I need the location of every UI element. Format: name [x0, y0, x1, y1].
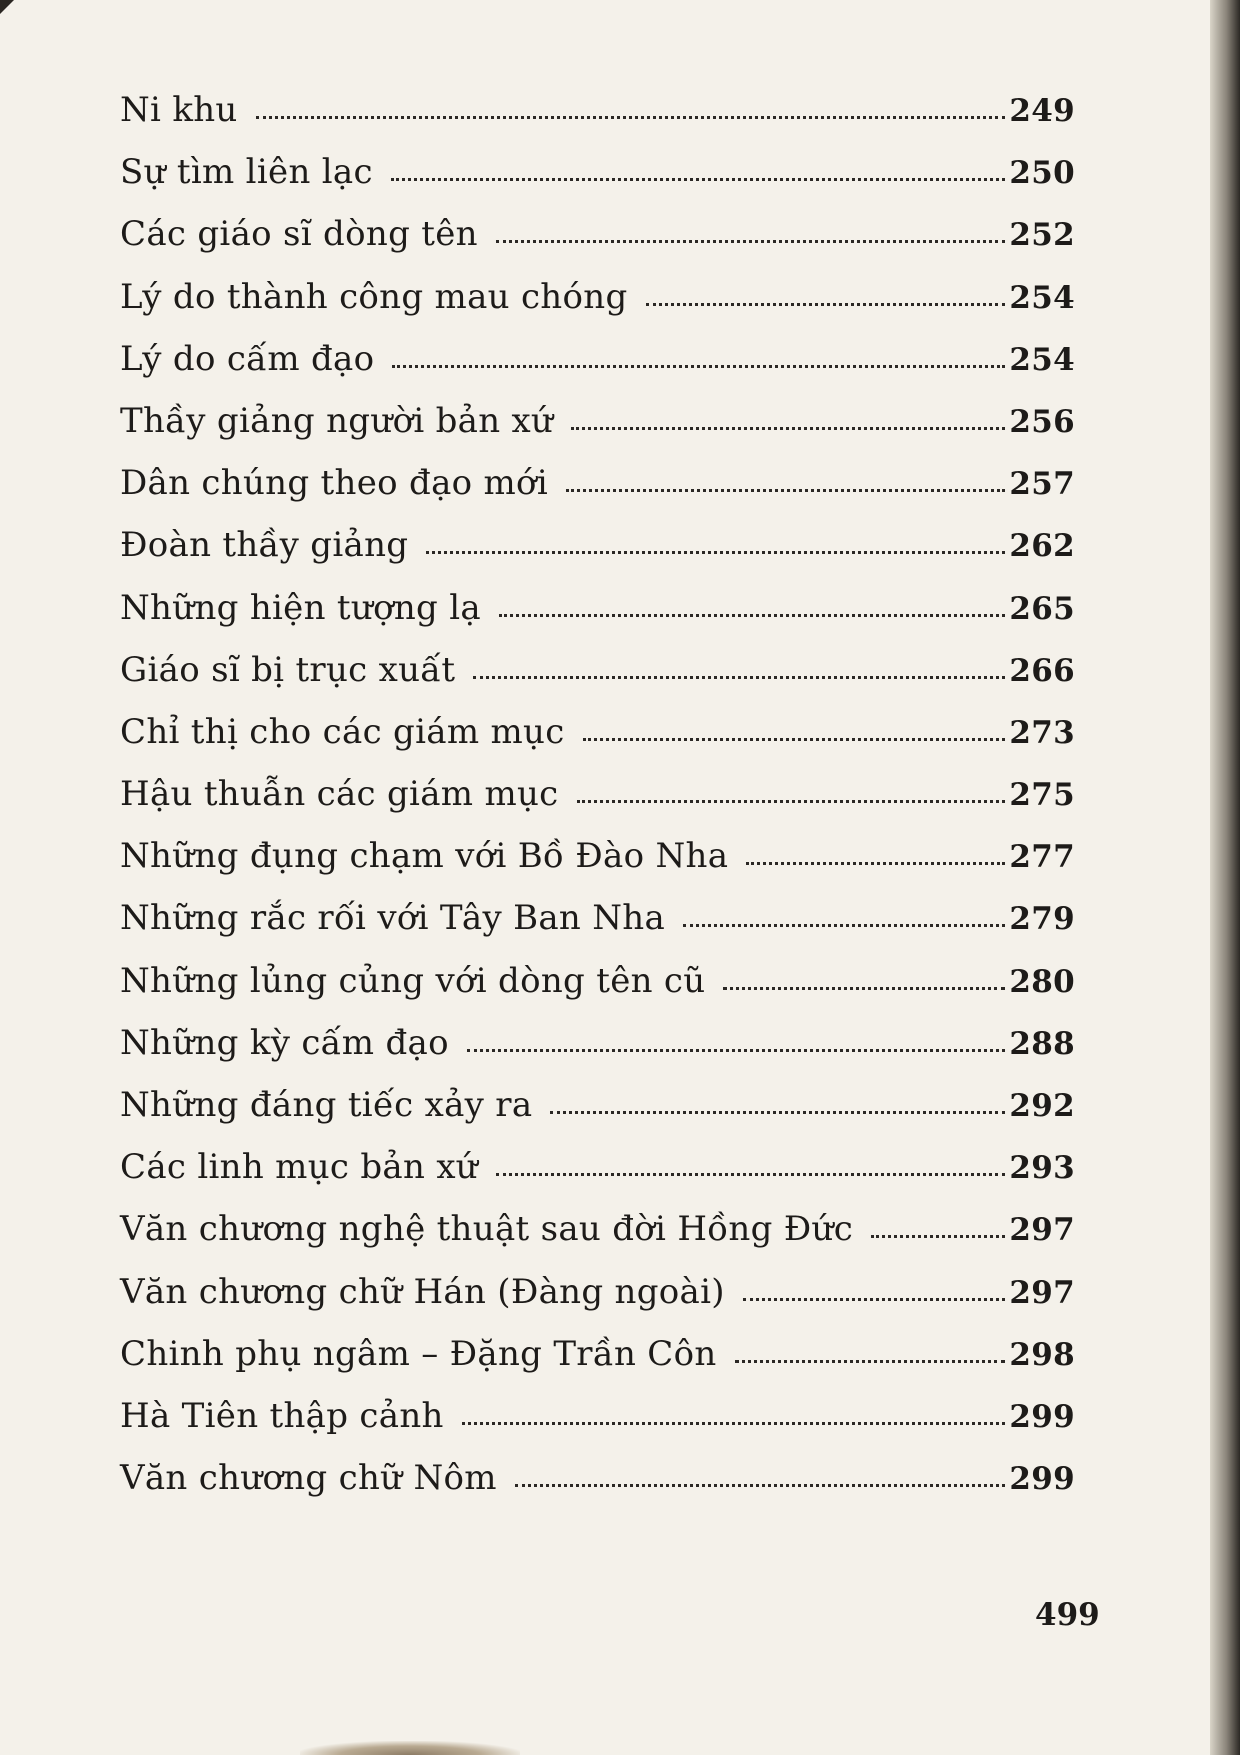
dot-leader	[683, 924, 1005, 927]
dot-leader	[723, 987, 1005, 990]
dot-leader	[646, 303, 1006, 306]
toc-entry-page: 257	[1009, 466, 1075, 503]
toc-entry-page: 277	[1009, 839, 1075, 876]
toc-entry-title: Các linh mục bản xứ	[120, 1147, 478, 1188]
bottom-edge-smudge	[300, 1741, 520, 1755]
toc-entry	[120, 214, 1075, 276]
toc-entry-page: 288	[1009, 1025, 1075, 1062]
dot-leader	[496, 1173, 1005, 1176]
toc-entry	[120, 1023, 1075, 1085]
dot-leader	[571, 427, 1005, 430]
toc-entry	[120, 1147, 1075, 1209]
toc-entry-title: Những kỳ cấm đạo	[120, 1022, 449, 1063]
toc-entry-page: 279	[1009, 901, 1075, 938]
toc-entry-title: Dân chúng theo đạo mới	[120, 463, 548, 504]
toc-entry	[120, 961, 1075, 1023]
dot-leader	[256, 116, 1006, 119]
toc-entry-page: 273	[1009, 714, 1075, 751]
dot-leader	[577, 800, 1006, 803]
toc-entry	[120, 277, 1075, 339]
toc-entry	[120, 525, 1075, 587]
toc-entry-title: Những đáng tiếc xảy ra	[120, 1085, 533, 1125]
toc-entry	[120, 898, 1075, 960]
toc-entry	[120, 774, 1075, 836]
toc-entry-title: Đoàn thầy giảng	[120, 525, 409, 566]
toc-entry	[120, 588, 1075, 650]
dot-leader	[871, 1235, 1005, 1238]
toc-entry	[120, 401, 1075, 463]
toc-entry-page: 280	[1009, 963, 1075, 1000]
toc-entry-title: Những hiện tượng lạ	[120, 587, 481, 628]
page-number: 499	[1035, 1597, 1100, 1633]
toc-entry-page: 275	[1009, 777, 1075, 814]
toc-entry-title: Thầy giảng người bản xứ	[120, 400, 554, 441]
toc-entry	[120, 1334, 1075, 1396]
toc-entry-title: Giáo sĩ bị trục xuất	[120, 649, 456, 690]
toc-entry	[120, 650, 1075, 712]
toc-entry-page: 298	[1009, 1336, 1075, 1373]
dot-leader	[735, 1360, 1006, 1363]
toc-entry-title: Chinh phụ ngâm – Đặng Trần Côn	[120, 1333, 717, 1374]
toc-entry	[120, 463, 1075, 525]
dot-leader	[426, 551, 1005, 554]
dot-leader	[515, 1484, 1006, 1487]
toc-entry	[120, 152, 1075, 214]
dot-leader	[462, 1422, 1006, 1425]
toc-entry-title: Văn chương chữ Hán (Đàng ngoài)	[120, 1271, 725, 1312]
toc-entry-title: Những lủng củng với dòng tên cũ	[120, 960, 706, 1001]
dot-leader	[392, 365, 1005, 368]
toc-entry-page: 299	[1009, 1398, 1075, 1435]
toc-entry	[120, 1209, 1075, 1271]
toc-entry-title: Hà Tiên thập cảnh	[120, 1395, 444, 1436]
dot-leader	[746, 862, 1005, 865]
toc-entry-page: 266	[1009, 652, 1075, 689]
toc-entry-page: 297	[1009, 1274, 1075, 1311]
toc-entry	[120, 1272, 1075, 1334]
toc-entry-page: 254	[1009, 341, 1075, 378]
toc-entry-page: 292	[1009, 1088, 1075, 1124]
dot-leader	[743, 1298, 1006, 1301]
toc-entry-title: Những rắc rối với Tây Ban Nha	[120, 898, 666, 939]
dot-leader	[473, 676, 1005, 679]
toc-entry-title: Lý do cấm đạo	[120, 338, 375, 379]
toc-entry-page: 299	[1009, 1461, 1075, 1498]
toc-entry	[120, 836, 1075, 898]
page-edge-shadow	[1210, 0, 1240, 1755]
dot-leader	[583, 738, 1006, 741]
toc-entry	[120, 1458, 1075, 1520]
table-of-contents	[120, 90, 1075, 1520]
toc-entry	[120, 1085, 1075, 1147]
toc-entry-title: Hậu thuẫn các giám mục	[120, 774, 559, 815]
toc-entry-page: 249	[1009, 93, 1075, 129]
toc-entry-title: Các giáo sĩ dòng tên	[120, 214, 478, 255]
toc-entry-page: 262	[1009, 528, 1075, 565]
dot-leader	[391, 178, 1006, 181]
toc-entry	[120, 339, 1075, 401]
toc-entry-page: 254	[1009, 279, 1075, 316]
dot-leader	[499, 614, 1005, 617]
toc-entry-title: Văn chương nghệ thuật sau đời Hồng Đức	[120, 1209, 854, 1250]
toc-entry-page: 256	[1009, 403, 1075, 440]
toc-entry	[120, 90, 1075, 152]
dot-leader	[550, 1111, 1005, 1114]
toc-entry	[120, 712, 1075, 774]
toc-entry-title: Những đụng chạm với Bồ Đào Nha	[120, 836, 729, 877]
toc-entry-title: Chỉ thị cho các giám mục	[120, 711, 565, 752]
toc-entry-page: 252	[1009, 217, 1075, 254]
toc-entry-page: 297	[1009, 1212, 1075, 1249]
toc-entry-page: 293	[1009, 1150, 1075, 1187]
page-corner-mark	[0, 0, 14, 14]
toc-entry-page: 250	[1009, 155, 1075, 192]
dot-leader	[467, 1049, 1006, 1052]
dot-leader	[566, 489, 1005, 492]
toc-entry-title: Ni khu	[120, 90, 238, 130]
toc-entry-page: 265	[1009, 590, 1075, 627]
toc-entry	[120, 1396, 1075, 1458]
toc-entry-title: Văn chương chữ Nôm	[120, 1458, 497, 1499]
dot-leader	[496, 240, 1006, 243]
toc-entry-title: Sự tìm liên lạc	[120, 152, 373, 193]
toc-entry-title: Lý do thành công mau chóng	[120, 276, 628, 317]
